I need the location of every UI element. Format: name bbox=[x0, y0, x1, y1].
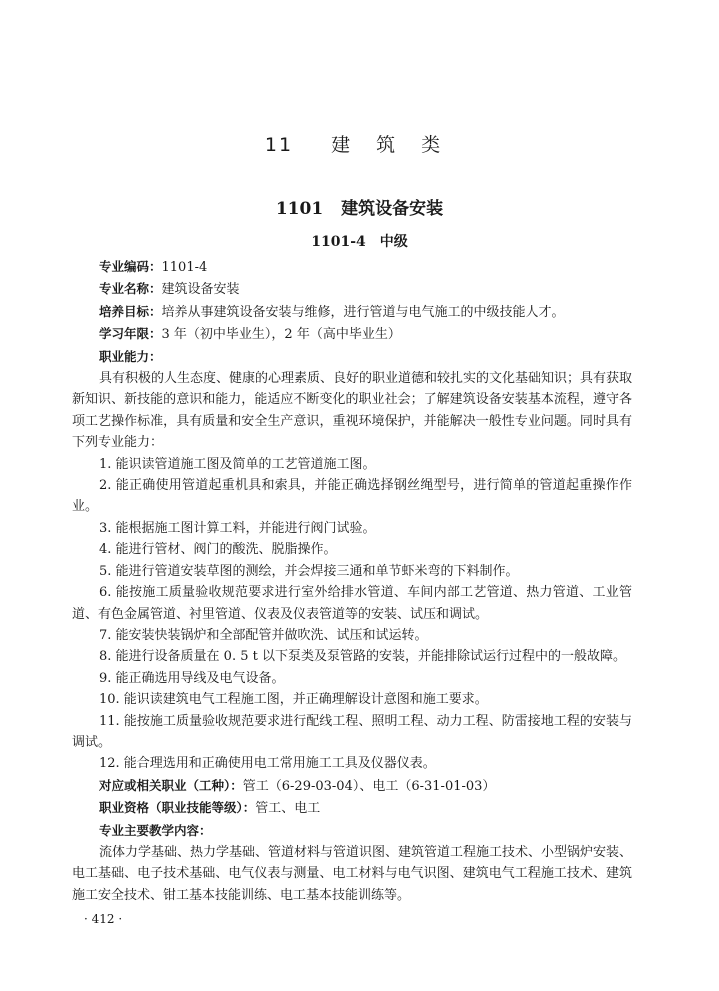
chapter-title-char: 类 bbox=[421, 134, 443, 156]
ability-item: 12. 能合理选用和正确使用电工常用施工工具及仪器仪表。 bbox=[99, 756, 436, 772]
ability-item: 1. 能识读管道施工图及简单的工艺管道施工图。 bbox=[99, 456, 376, 472]
field-ability bbox=[72, 346, 632, 368]
field-value: 培养从事建筑设备安装与维修，进行管道与电气施工的中级技能人才。 bbox=[161, 304, 565, 320]
ability-item: 8. 能进行设备质量在 0. 5 t 以下泵类及泵管路的安装，并能排除试运行过程中的一般故障。 bbox=[99, 649, 626, 665]
field-cert bbox=[72, 797, 632, 819]
field-value: 建筑设备安装 bbox=[161, 282, 240, 298]
courses-content: 流体力学基础、热力学基础、管道材料与管道识图、建筑管道工程施工技术、小型锅炉安装、电工基础、电子技术基础、电气仪表与测量、电工材料与电气识图、建筑电气工程施工技术、建筑施工安全技术、钳工基本技能训练、电工基本技能训练等。 bbox=[72, 844, 633, 903]
level-heading bbox=[0, 231, 719, 251]
chapter-heading bbox=[0, 130, 719, 157]
major-title: 建筑设备安装 bbox=[341, 199, 444, 219]
page-number: · 412 · bbox=[84, 912, 123, 926]
ability-item: 9. 能正确选用导线及电气设备。 bbox=[99, 670, 285, 686]
chapter-number: 11 bbox=[264, 134, 294, 156]
ability-item: 6. 能按施工质量验收规范要求进行室外给排水管道、车间内部工艺管道、热力管道、工业管道、有色金属管道、衬里管道、仪表及仪表管道等的安装、试压和调试。 bbox=[72, 585, 632, 622]
field-value: 1101-4 bbox=[161, 260, 208, 275]
field-jobs bbox=[72, 775, 632, 797]
ability-item: 7. 能安装快装锅炉和全部配管并做吹洗、试压和试运转。 bbox=[99, 627, 428, 643]
chapter-title-char: 筑 bbox=[376, 134, 398, 156]
field-label: 对应或相关职业（工种）： bbox=[99, 777, 243, 793]
ability-item: 10. 能识读建筑电气工程施工图，并正确理解设计意图和施工要求。 bbox=[99, 692, 488, 708]
field-value: 管工（6-29-03-04）、电工（6-31-01-03） bbox=[242, 778, 496, 794]
ability-item: 11. 能按施工质量验收规范要求进行配线工程、照明工程、动力工程、防雷接地工程的安装与调试。 bbox=[72, 713, 632, 750]
field-value: 管工、电工 bbox=[255, 801, 321, 817]
field-label: 职业能力： bbox=[99, 348, 162, 364]
ability-item: 4. 能进行管材、阀门的酸洗、脱脂操作。 bbox=[99, 542, 337, 558]
document-body bbox=[72, 256, 632, 906]
chapter-title-char: 建 bbox=[331, 134, 353, 156]
field-label: 专业编码： bbox=[99, 259, 162, 274]
field-label: 专业名称： bbox=[99, 281, 162, 297]
field-name bbox=[72, 278, 632, 300]
major-heading bbox=[0, 194, 719, 219]
field-label: 职业资格（职业技能等级）： bbox=[99, 800, 256, 816]
major-code: 1101 bbox=[275, 199, 324, 219]
level-name: 中级 bbox=[379, 234, 408, 250]
field-goal bbox=[72, 301, 632, 323]
field-code bbox=[72, 256, 632, 278]
field-courses bbox=[72, 820, 632, 842]
field-label: 学习年限： bbox=[99, 326, 162, 342]
ability-intro: 具有积极的人生态度、健康的心理素质、良好的职业道德和较扎实的文化基础知识；具有获取新知识、新技能的意识和能力，能适应不断变化的职业社会；了解建筑设备安装基本流程，遵守各项工艺操作标准，具有质量和安全生产意识，重视环境保护，并能解决一般性专业问题。同时具有下列专业能力： bbox=[72, 371, 633, 451]
field-value: 3 年（初中毕业生），2 年（高中毕业生） bbox=[161, 327, 401, 343]
field-label: 专业主要教学内容： bbox=[99, 822, 212, 838]
level-code: 1101-4 bbox=[311, 234, 366, 250]
ability-item: 5. 能进行管道安装草图的测绘，并会焊接三通和单节虾米弯的下料制作。 bbox=[99, 563, 519, 579]
field-label: 培养目标： bbox=[99, 303, 162, 319]
field-years bbox=[72, 323, 632, 345]
ability-item: 3. 能根据施工图计算工料，并能进行阀门试验。 bbox=[99, 520, 376, 536]
ability-item: 2. 能正确使用管道起重机具和索具，并能正确选择钢丝绳型号，进行简单的管道起重操作作业。 bbox=[72, 478, 632, 515]
